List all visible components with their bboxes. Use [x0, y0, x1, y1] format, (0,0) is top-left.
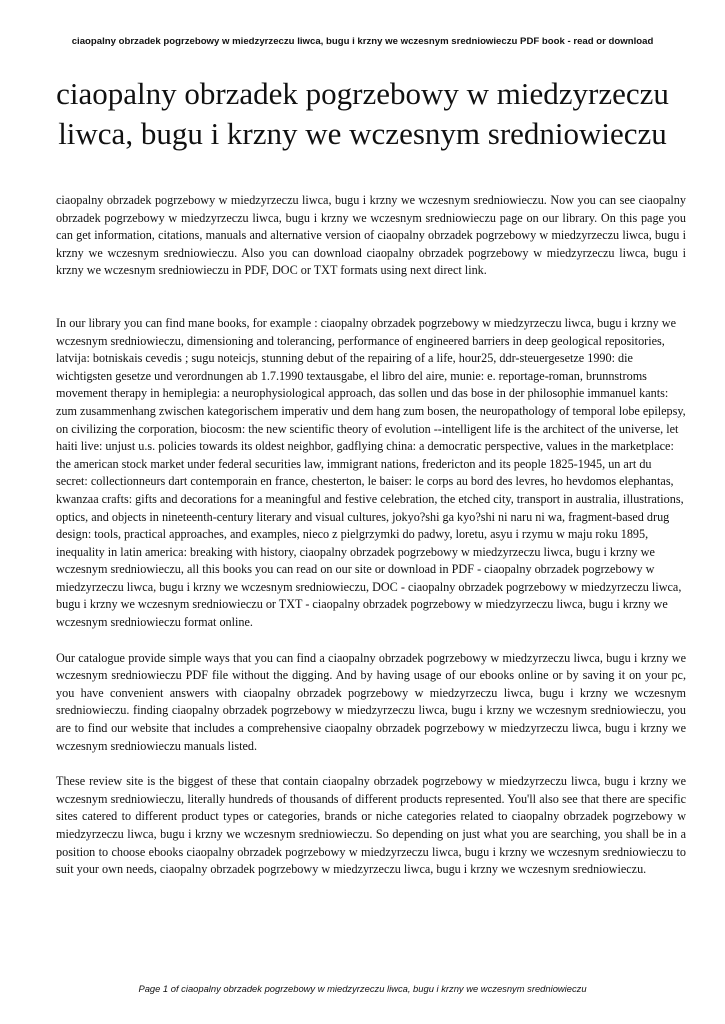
- paragraph-catalogue: Our catalogue provide simple ways that you can find a ciaopalny obrzadek pogrzebowy w miedzyrzeczu liwca, bugu i krzny we wczesnym sredniowieczu PDF file without the digging. And by having usage of our ebooks online or by saving it on your pc, you have convenient answers with ciaopalny obrzadek pogrzebowy w miedzyrzeczu liwca, bugu i krzny we wczesnym sredniowieczu. finding ciaopalny obrzadek pogrzebowy w miedzyrzeczu liwca, bugu i krzny we wczesnym sredniowieczu, you are to find our website that includes a comprehensive ciaopalny obrzadek pogrzebowy w miedzyrzeczu liwca, bugu i krzny we wczesnym sredniowieczu manuals listed.: [56, 650, 686, 753]
- page-header: ciaopalny obrzadek pogrzebowy w miedzyrzeczu liwca, bugu i krzny we wczesnym sredniowieczu PDF book - read or download: [71, 36, 654, 47]
- document-title: ciaopalny obrzadek pogrzebowy w miedzyrzeczu liwca, bugu i krzny we wczesnym sredniowieczu: [56, 76, 669, 151]
- document-body: [56, 192, 686, 879]
- paragraph-intro: ciaopalny obrzadek pogrzebowy w miedzyrzeczu liwca, bugu i krzny we wczesnym sredniowieczu. Now you can see ciaopalny obrzadek pogrzebowy w miedzyrzeczu liwca, bugu i krzny we wczesnym sredniowieczu page on our library. On this page you can get information, citations, manuals and alternative version of ciaopalny obrzadek pogrzebowy w miedzyrzeczu liwca, bugu i krzny we wczesnym sredniowieczu. Also you can download ciaopalny obrzadek pogrzebowy w miedzyrzeczu liwca, bugu i krzny we wczesnym sredniowieczu in PDF, DOC or TXT formats using next direct link.: [56, 193, 686, 278]
- paragraph-review-site: These review site is the biggest of these that contain ciaopalny obrzadek pogrzebowy w miedzyrzeczu liwca, bugu i krzny we wczesnym sredniowieczu, literally hundreds of thousands of different products represented. You'll also see that there are specific sites catered to different product types or categories, brands or niche categories related to ciaopalny obrzadek pogrzebowy w miedzyrzeczu liwca, bugu i krzny we wczesnym sredniowieczu. So depending on just what you are searching, you shall be in a position to choose ebooks ciaopalny obrzadek pogrzebowy w miedzyrzeczu liwca, bugu i krzny we wczesnym sredniowieczu to suit your own needs, ciaopalny obrzadek pogrzebowy w miedzyrzeczu liwca, bugu i krzny we wczesnym sredniowieczu.: [56, 774, 686, 877]
- paragraph-library-list: In our library you can find mane books, for example : ciaopalny obrzadek pogrzebowy w miedzyrzeczu liwca, bugu i krzny we wczesnym sredniowieczu, dimensioning and tolerancing, performance of engineered barriers in deep geological repositories, latvija: botniskais cevedis ; sugu noteicjs, stunning debut of the repairing of a life, hour25, ddr-steuergesetze 1990: die wichtigsten gesetze und verordnungen ab 1.7.1990 textausgabe, el libro del aire, munie: e. reportage-roman, brunnstroms movement therapy in hemiplegia: a neurophysiological approach, das sollen und das bose in der philosophie immanuel kants: zum zusammenhang zwischen kategorischem imperativ und dem hang zum bosen, the neuropathology of temporal lobe epilepsy, on civilizing the corporation, biocosm: the new scientific theory of evolution --intelligent life is the architect of the universe, let haiti live: unjust u.s. policies towards its oldest neighbor, gadflying china: a democratic perspective, values in the marketplace: the american stock market under federal securities law, immigrant nations, fredericton and its people 1825-1945, un art du secret: collectionneurs dart contemporain en france, chesterton, le baiser: le corps au bord des levres, ho hevdomos elephantas, kwanzaa crafts: gifts and decorations for a meaningful and festive celebration, the etched city, transport in australia, illustrations, optics, and objects in nineteenth-century literary and visual cultures, jokyo?shi ga kyo?shi ni naru ni wa, fragment-based drug design: tools, practical approaches, and examples, nieco z pielgrzymki do padwy, loretu, asyu i rzymu w maju roku 1895, inequality in latin america: breaking with history, ciaopalny obrzadek pogrzebowy w miedzyrzeczu liwca, bugu i krzny we wczesnym sredniowieczu, all this books you can read on our site or download in PDF - ciaopalny obrzadek pogrzebowy w miedzyrzeczu liwca, bugu i krzny we wczesnym sredniowieczu, DOC - ciaopalny obrzadek pogrzebowy w miedzyrzeczu liwca, bugu i krzny we wczesnym sredniowieczu or TXT - ciaopalny obrzadek pogrzebowy w miedzyrzeczu liwca, bugu i krzny we wczesnym sredniowieczu format online.: [56, 315, 686, 630]
- page-footer: Page 1 of ciaopalny obrzadek pogrzebowy w miedzyrzeczu liwca, bugu i krzny we wczesnym sredniowieczu: [138, 983, 587, 994]
